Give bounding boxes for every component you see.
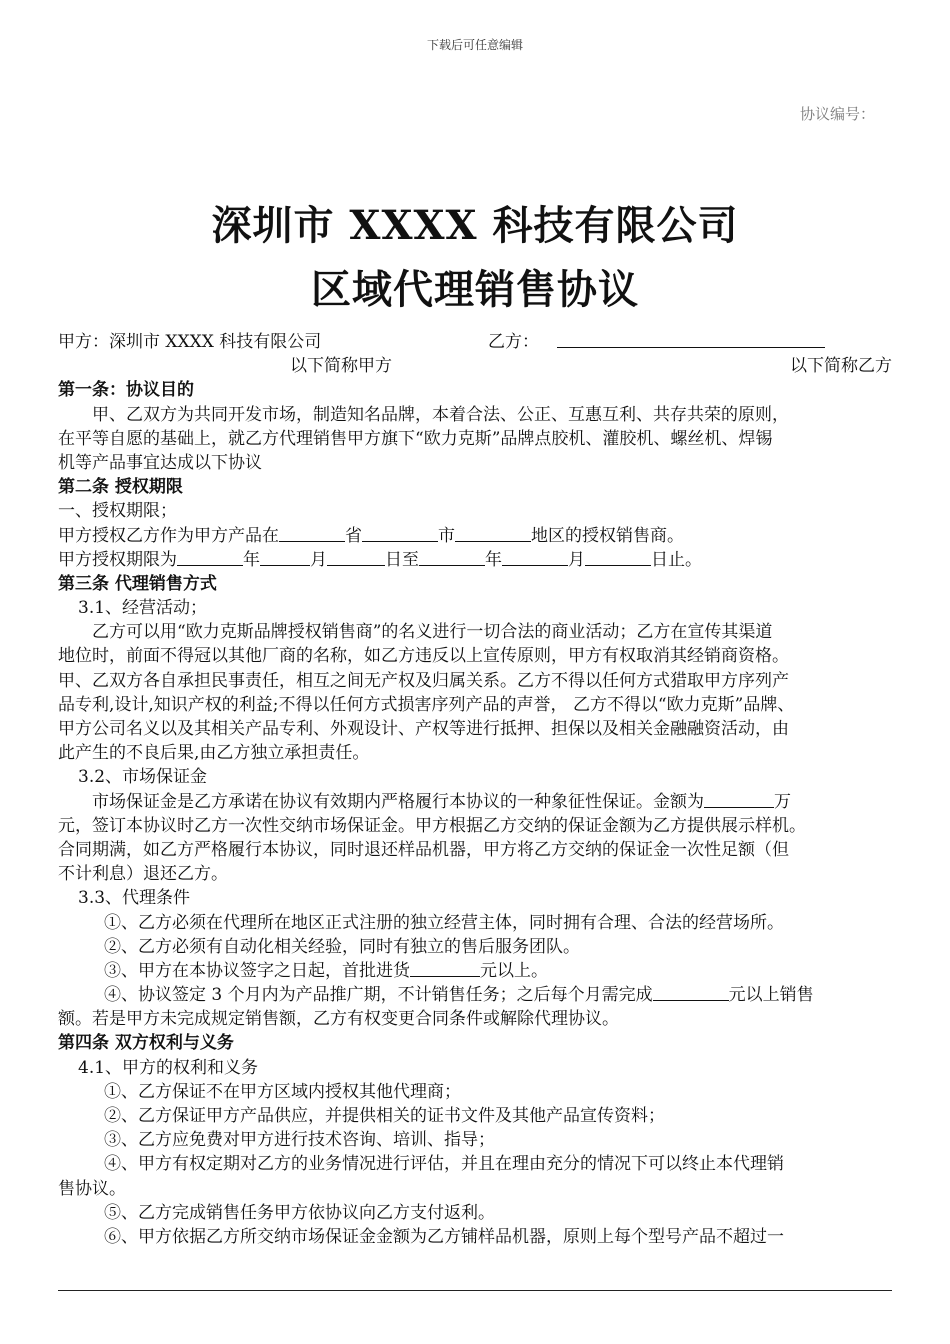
document-body (58, 330, 892, 1249)
article-1-text: 在平等自愿的基础上，就乙方代理销售甲方旗下“欧力克斯”品牌点胶机、灌胶机、螺丝机、焊锡 (58, 428, 773, 449)
section-3-1-text: 乙方可以用“欧力克斯品牌授权销售商”的名义进行一切合法的商业活动；乙方在宣传其渠道 (92, 622, 773, 643)
article-4-heading: 第四条 双方权利与义务 (58, 1033, 234, 1054)
party-b-label: 乙方： (488, 332, 539, 352)
obligation-item: ③、乙方应免费对甲方进行技术咨询、培训、指导； (104, 1130, 495, 1151)
sales-target-unit: 元以上销售 (728, 985, 814, 1006)
period-text: 甲方授权期限为 (58, 549, 177, 570)
province-blank[interactable] (279, 524, 345, 542)
region-text: 甲方授权乙方作为甲方产品在 (58, 525, 279, 546)
obligation-item: ②、乙方保证甲方产品供应，并提供相关的证书文件及其他产品宣传资料； (104, 1106, 665, 1126)
monthly-sales-blank[interactable] (653, 983, 729, 1001)
article-2-heading: 第二条 授权期限 (58, 477, 183, 498)
deposit-line (58, 790, 892, 814)
obligation-item-continued: 售协议。 (58, 1178, 126, 1199)
section-3-3-heading: 3.3、代理条件 (78, 888, 191, 909)
area-blank[interactable] (455, 524, 531, 542)
section-3-1-text: 甲、乙双方各自承担民事责任，相互之间无产权及归属关系。乙方不得以任何方式猎取甲方序列产 (58, 670, 789, 691)
party-b (488, 330, 825, 354)
year-text: 年 (243, 549, 260, 570)
section-3-2-text: 元，签订本协议时乙方一次性交纳市场保证金。甲方根据乙方交纳的保证金额为乙方提供展示样机。 (58, 815, 806, 836)
obligation-item: ⑥、甲方依据乙方所交纳市场保证金金额为乙方铺样品机器，原则上每个型号产品不超过一 (104, 1226, 784, 1247)
day-to-text: 日至 (385, 549, 419, 570)
party-b-blank[interactable] (557, 330, 825, 348)
party-row (58, 330, 892, 354)
condition-item: ①、乙方必须在代理所在地区正式注册的独立经营主体，同时拥有合理、合法的经营场所。 (104, 912, 784, 933)
first-purchase-blank[interactable] (410, 959, 480, 977)
article-2-subheading: 一、授权期限； (58, 501, 177, 522)
section-3-1-text: 甲方公司名义以及其相关产品专利、外观设计、产权等进行抵押、担保以及相关金融融资活动，由 (58, 719, 789, 739)
start-day-blank[interactable] (327, 548, 385, 566)
authorization-region-line (58, 524, 892, 548)
obligation-item: ④、甲方有权定期对乙方的业务情况进行评估，并且在理由充分的情况下可以终止本代理销 (104, 1154, 784, 1175)
section-3-2-text: 合同期满，如乙方严格履行本协议，同时退还样品机器，甲方将乙方交纳的保证金一次性足额（但 (58, 839, 789, 860)
condition-item: ②、乙方必须有自动化相关经验，同时有独立的售后服务团队。 (104, 936, 580, 957)
first-purchase-unit: 元以上。 (480, 960, 548, 981)
condition-item (58, 959, 892, 983)
agreement-number-label: 协议编号： (800, 105, 876, 123)
document-title-agreement: 区域代理销售协议 (311, 266, 639, 313)
month-text: 月 (568, 549, 585, 570)
condition-item-continued: 额。若是甲方未完成规定销售额，乙方有权变更合同条件或解除代理协议。 (58, 1009, 619, 1030)
deposit-text: 市场保证金是乙方承诺在协议有效期内严格履行本协议的一种象征性保证。金额为 (92, 791, 704, 812)
section-4-1-heading: 4.1、甲方的权利和义务 (78, 1057, 259, 1078)
section-3-1-text: 地位时，前面不得冠以其他厂商的名称，如乙方违反以上宣传原则，甲方有权取消其经销商资格。 (58, 646, 789, 667)
article-3-heading: 第三条 代理销售方式 (58, 573, 217, 594)
authorization-period-line (58, 548, 892, 572)
month-text: 月 (310, 549, 327, 570)
start-month-blank[interactable] (260, 548, 310, 566)
alias-row (58, 354, 892, 378)
end-day-blank[interactable] (585, 548, 651, 566)
article-1-text: 机等产品事宜达成以下协议 (58, 452, 262, 473)
end-month-blank[interactable] (502, 548, 568, 566)
end-year-blank[interactable] (419, 548, 485, 566)
section-3-2-text: 不计利息）退还乙方。 (58, 864, 228, 885)
section-3-2-heading: 3.2、市场保证金 (78, 767, 208, 788)
deposit-unit-text: 万 (774, 791, 791, 812)
year-text: 年 (485, 549, 502, 570)
city-text: 市 (438, 525, 455, 546)
header-note: 下载后可任意编辑 (426, 38, 523, 52)
sales-target-text: ④、协议签定 3 个月内为产品推广期，不计销售任务；之后每个月需完成 (104, 985, 653, 1006)
document-title-company: 深圳市 XXXX 科技有限公司 (211, 202, 739, 249)
end-text: 日止。 (651, 549, 702, 570)
article-1-text: 甲、乙双方为共同开发市场，制造知名品牌，本着合法、公正、互惠互利、共存共荣的原则， (92, 404, 789, 425)
footer-divider (58, 1290, 892, 1291)
obligation-item: ①、乙方保证不在甲方区域内授权其他代理商； (104, 1081, 461, 1102)
article-1-heading: 第一条：协议目的 (58, 380, 194, 401)
deposit-amount-blank[interactable] (704, 790, 774, 808)
alias-party-b: 以下简称乙方 (790, 356, 892, 377)
section-3-1-heading: 3.1、经营活动； (78, 598, 208, 619)
province-text: 省 (345, 525, 362, 546)
city-blank[interactable] (362, 524, 438, 542)
section-3-1-text: 品专利,设计,知识产权的利益;不得以任何方式损害序列产品的声誉， 乙方不得以“欧力克斯”品牌、 (58, 694, 795, 715)
party-a: 甲方：深圳市 XXXX 科技有限公司 (58, 332, 322, 352)
start-year-blank[interactable] (177, 548, 243, 566)
alias-party-a: 以下简称甲方 (290, 356, 392, 377)
first-purchase-text: ③、甲方在本协议签字之日起，首批进货 (104, 960, 410, 981)
area-text: 地区的授权销售商。 (531, 525, 684, 546)
condition-item (58, 983, 892, 1007)
section-3-1-text: 此产生的不良后果,由乙方独立承担责任。 (58, 743, 370, 764)
obligation-item: ⑤、乙方完成销售任务甲方依协议向乙方支付返利。 (104, 1202, 495, 1223)
